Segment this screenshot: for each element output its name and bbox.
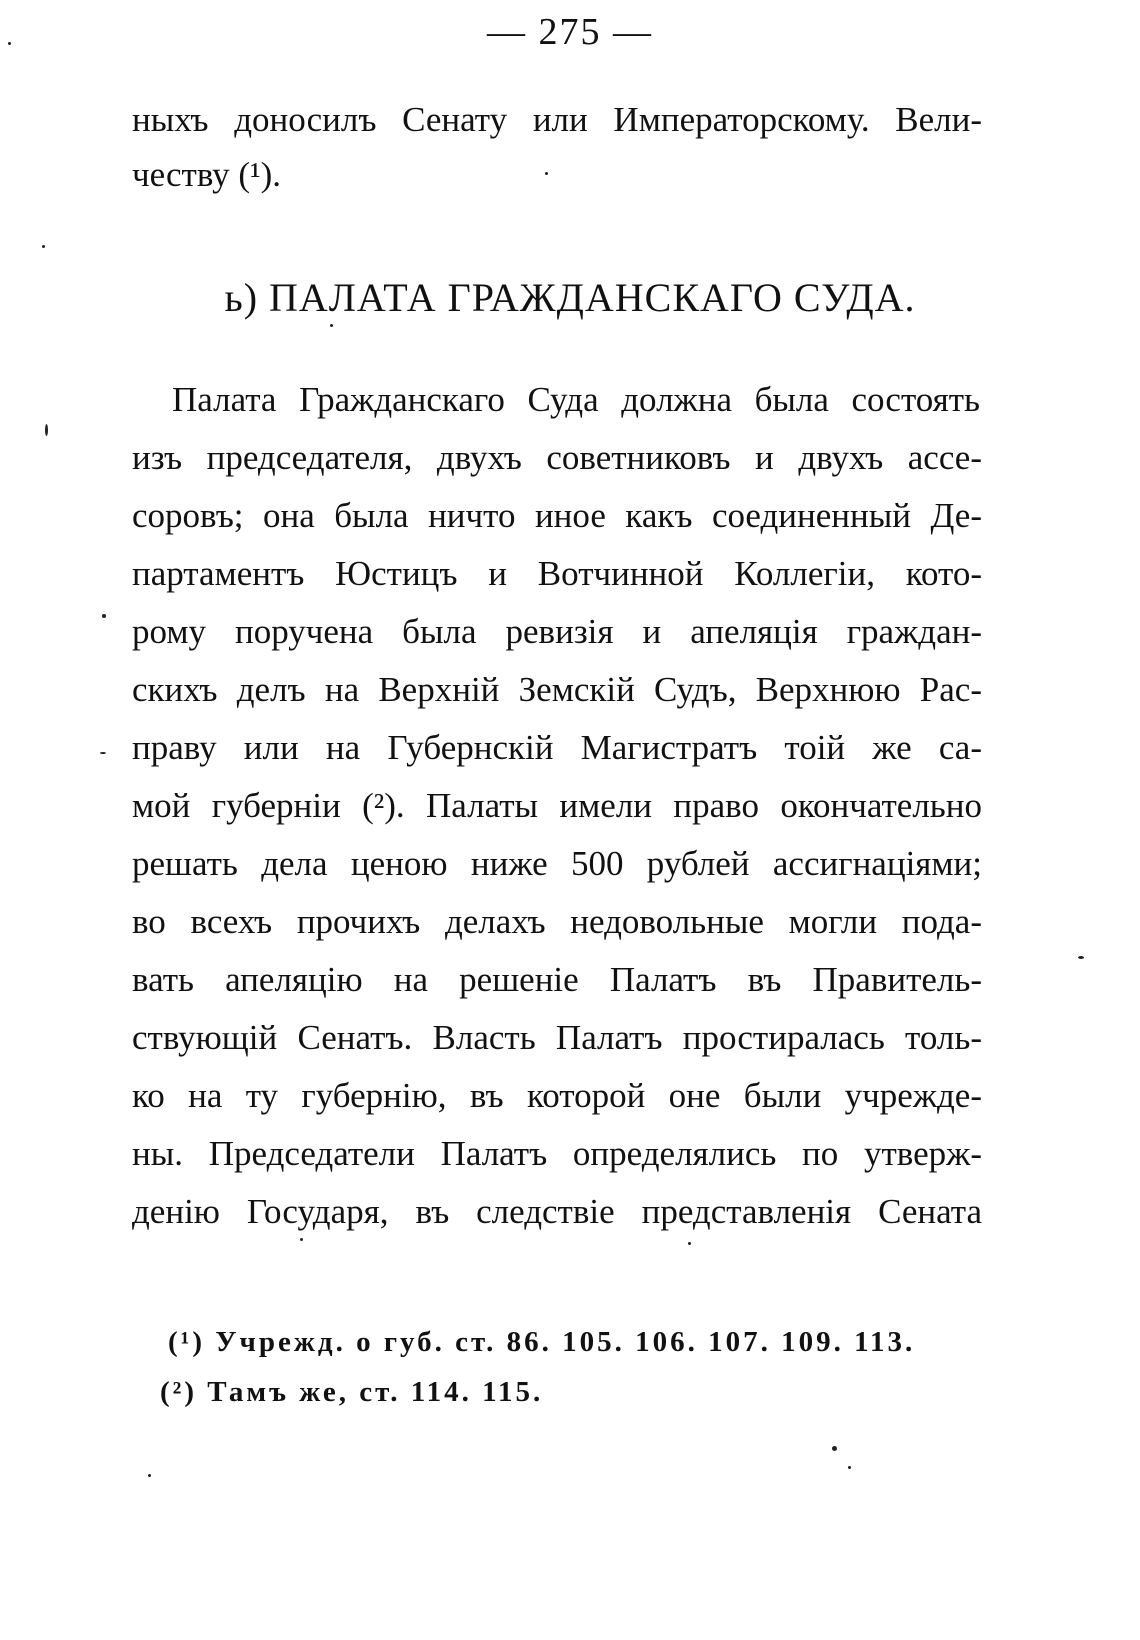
scan-speck xyxy=(848,1466,851,1469)
paragraph-line: вать апеляцiю на решенiе Палатъ въ Правитель- xyxy=(132,960,982,999)
section-heading: ь) ПАЛАТА ГРАЖДАНСКАГО СУДА. xyxy=(224,275,916,320)
scan-speck xyxy=(102,614,106,618)
paragraph-line: партаментъ Юстицъ и Вотчинной Коллегiи, кото- xyxy=(132,554,982,593)
paragraph-line: ны. Председатели Палатъ определялись по утверж- xyxy=(132,1134,982,1173)
paragraph-line: решать дела ценою ниже 500 рублей ассигнацiями; xyxy=(132,844,982,883)
scan-speck xyxy=(300,1238,303,1241)
scan-speck xyxy=(8,42,11,45)
paragraph-line: рому поручена была ревизiя и апеляцiя граждан- xyxy=(132,612,982,651)
scan-speck xyxy=(688,1242,691,1245)
paragraph-line: соровъ; она была ничто иное какъ соединенный Де- xyxy=(132,496,982,535)
paragraph-line: во всехъ прочихъ делахъ недовольные могли пода- xyxy=(132,902,982,941)
paragraph-line: мой губернiи (²). Палаты имели право окончательно xyxy=(132,786,982,825)
paragraph-line: денiю Государя, въ следствiе представленiя Сената xyxy=(132,1192,982,1231)
footnote: (²) Тамъ же, ст. 114. 115. xyxy=(160,1376,544,1408)
paragraph-line: праву или на Губернскiй Магистратъ тоiй же са- xyxy=(132,728,982,767)
scan-speck xyxy=(832,1446,837,1451)
carryover-line: честву (¹). xyxy=(132,155,281,194)
scan-speck xyxy=(545,172,548,175)
paragraph-line: изъ председателя, двухъ советниковъ и двухъ ассе- xyxy=(132,438,982,477)
paragraph-line: Палата Гражданскаго Суда должна была состоять xyxy=(172,380,980,419)
page-number: — 275 — xyxy=(487,11,653,53)
scan-speck xyxy=(45,424,48,436)
scan-speck xyxy=(148,1474,151,1477)
paragraph-line: ствующiй Сенатъ. Власть Палатъ простиралась толь- xyxy=(132,1018,982,1057)
scan-speck xyxy=(100,752,106,754)
scan-speck xyxy=(330,324,333,327)
scan-speck xyxy=(42,245,45,248)
scan-speck xyxy=(1078,956,1084,959)
footnote: (¹) Учрежд. о губ. ст. 86. 105. 106. 107. 109. 113. xyxy=(168,1326,916,1358)
paragraph-line: ко на ту губернiю, въ которой оне были учрежде- xyxy=(132,1076,982,1115)
paragraph-line: скихъ делъ на Верхнiй Земскiй Судъ, Верхнюю Рас- xyxy=(132,670,982,709)
carryover-line: ныхъ доносилъ Сенату или Императорскому. Вели- xyxy=(132,100,982,139)
